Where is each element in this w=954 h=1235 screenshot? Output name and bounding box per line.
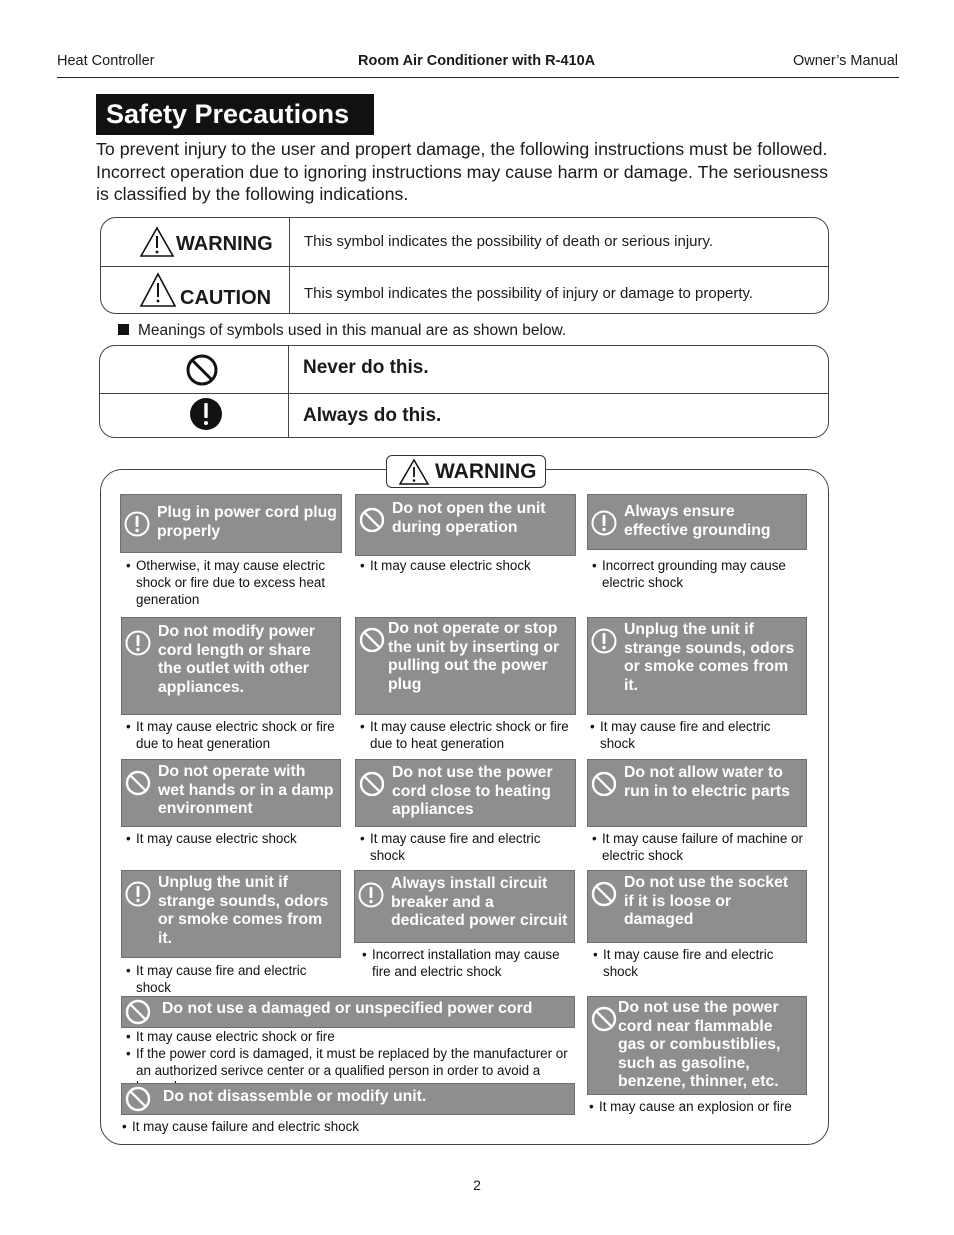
prohibited-icon bbox=[358, 506, 386, 534]
warning-card-notes bbox=[126, 831, 341, 848]
warning-note-item: • Incorrect installation may cause fire and electric shock bbox=[362, 947, 577, 981]
warning-card-notes bbox=[592, 558, 807, 592]
warning-note-item: • It may cause fire and electric shock bbox=[590, 719, 805, 753]
warning-card-notes bbox=[590, 719, 805, 753]
warning-card-title: Always install circuit breaker and a dedicated power circuit bbox=[391, 875, 568, 930]
symbol-row-never bbox=[100, 346, 828, 394]
warning-note-item: • It may cause electric shock bbox=[360, 558, 575, 575]
prohibited-icon bbox=[590, 770, 618, 798]
warning-card bbox=[587, 617, 807, 715]
mandatory-icon bbox=[124, 629, 152, 657]
warning-card-title: Do not allow water to run in to electric parts bbox=[624, 764, 790, 800]
prohibited-icon bbox=[124, 769, 152, 797]
caution-triangle-icon bbox=[139, 272, 177, 308]
warning-card bbox=[587, 996, 807, 1095]
prohibited-icon bbox=[185, 353, 219, 387]
prohibited-icon bbox=[358, 770, 386, 798]
warning-card-notes bbox=[593, 947, 808, 981]
warning-card bbox=[587, 494, 807, 550]
warning-card-title: Do not open the unit during operation bbox=[392, 500, 546, 536]
warning-card bbox=[587, 870, 807, 943]
warning-card-title: Unplug the unit if strange sounds, odors or smoke comes from it. bbox=[158, 874, 329, 947]
indication-row-caution bbox=[101, 267, 828, 313]
warning-card bbox=[355, 617, 576, 715]
warning-card-title: Do not use the socket if it is loose or damaged bbox=[624, 874, 789, 929]
mandatory-icon bbox=[357, 881, 385, 909]
warning-note-item: • It may cause electric shock bbox=[126, 831, 341, 848]
symbol-table bbox=[99, 345, 829, 438]
warning-card bbox=[354, 870, 575, 943]
warning-card bbox=[120, 494, 342, 553]
warning-card-title: Do not disassemble or modify unit. bbox=[163, 1088, 427, 1105]
warning-note-item: • It may cause fire and electric shock bbox=[593, 947, 808, 981]
warning-triangle-icon bbox=[398, 458, 430, 486]
warning-note-item: • Incorrect grounding may cause electric shock bbox=[592, 558, 807, 592]
warning-card-title: Do not use the power cord near flammable gas or combustiblies, such as gasoline, benzene, thinner, etc. bbox=[618, 999, 781, 1091]
mandatory-icon bbox=[124, 880, 152, 908]
warning-note-item: • It may cause fire and electric shock bbox=[126, 963, 341, 997]
warning-description: This symbol indicates the possibility of death or serious injury. bbox=[304, 233, 714, 250]
symbol-meaning-note: Meanings of symbols used in this manual are as shown below. bbox=[118, 322, 566, 340]
warning-note-item: • It may cause electric shock or fire due to heat generation bbox=[360, 719, 575, 753]
prohibited-icon bbox=[124, 1085, 152, 1113]
mandatory-icon bbox=[590, 509, 618, 537]
warning-card-title: Do not use the power cord close to heating appliances bbox=[392, 764, 553, 819]
warning-note-item: • It may cause failure and electric shock bbox=[122, 1119, 577, 1136]
warning-card-title: Do not modify power cord length or share the outlet with other appliances. bbox=[158, 623, 316, 696]
prohibited-icon bbox=[124, 998, 152, 1026]
warning-note-item: • It may cause electric shock or fire bbox=[126, 1029, 581, 1046]
mandatory-icon bbox=[590, 627, 618, 655]
warning-card-notes bbox=[360, 558, 575, 575]
warning-card-title: Do not operate or stop the unit by inserting or pulling out the power plug bbox=[388, 620, 560, 693]
square-bullet-icon bbox=[118, 324, 129, 335]
warning-card-notes bbox=[126, 558, 341, 608]
warning-card-notes bbox=[122, 1119, 577, 1136]
header-right: Owner’s Manual bbox=[792, 53, 898, 69]
warning-note-item: • It may cause fire and electric shock bbox=[360, 831, 575, 865]
warning-card bbox=[121, 1083, 575, 1115]
warning-note-item: • If the power cord is damaged, it must be replaced by the manufacturer or an authorized serivce center or a qualified person in order to avoid a bbox=[126, 1046, 581, 1096]
warning-card bbox=[355, 759, 576, 827]
never-do-text: Never do this. bbox=[303, 357, 429, 378]
caution-description: This symbol indicates the possibility of injury or damage to property. bbox=[304, 285, 754, 302]
header-rule bbox=[57, 77, 899, 78]
warning-card-title: Plug in power cord plug properly bbox=[157, 504, 337, 540]
warning-card-notes bbox=[126, 963, 341, 997]
indication-table bbox=[100, 217, 829, 314]
prohibited-icon bbox=[358, 626, 386, 654]
mandatory-icon bbox=[123, 510, 151, 538]
warning-card-title: Unplug the unit if strange sounds, odors or smoke comes from it. bbox=[624, 621, 795, 694]
warning-card-notes bbox=[362, 947, 577, 981]
header-left: Heat Controller bbox=[57, 53, 155, 69]
prohibited-icon bbox=[590, 880, 618, 908]
prohibited-icon bbox=[590, 1005, 618, 1033]
warning-card bbox=[121, 870, 341, 958]
warning-card bbox=[355, 494, 576, 556]
warning-card-title: Do not operate with wet hands or in a damp environment bbox=[158, 763, 334, 818]
mandatory-icon bbox=[189, 396, 225, 432]
warning-note-item: • Otherwise, it may cause electric shock or fire due to excess heat generation bbox=[126, 558, 341, 608]
warning-card bbox=[121, 759, 341, 827]
warning-card-title: Do not use a damaged or unspecified power cord bbox=[162, 1000, 533, 1017]
warning-note-item: • It may cause electric shock or fire due to heat generation bbox=[126, 719, 341, 753]
warning-triangle-icon bbox=[139, 226, 175, 258]
indication-row-warning bbox=[101, 218, 828, 267]
always-do-text: Always do this. bbox=[303, 405, 442, 426]
warning-label: WARNING bbox=[176, 233, 273, 255]
header-center: Room Air Conditioner with R-410A bbox=[358, 53, 596, 69]
page-number: 2 bbox=[473, 1177, 481, 1193]
symbol-row-always bbox=[100, 394, 828, 437]
warning-card-notes bbox=[360, 831, 575, 865]
warning-card-notes bbox=[592, 831, 807, 865]
warning-note-item: • It may cause an explosion or fire bbox=[589, 1099, 804, 1116]
caution-label: CAUTION bbox=[180, 287, 272, 309]
warning-card bbox=[121, 996, 575, 1028]
page-title: Safety Precautions bbox=[96, 94, 374, 135]
intro-paragraph: To prevent injury to the user and propert damage, the following instructions must be followed. Incorrect operation due to ignoring instructions may cause harm or damage. The seriousness is classified by the following indications. bbox=[96, 139, 829, 204]
warning-card bbox=[587, 759, 807, 827]
warning-panel-label: WARNING bbox=[386, 455, 546, 488]
warning-note-item: • It may cause failure of machine or electric shock bbox=[592, 831, 807, 865]
warning-card-title: Always ensure effective grounding bbox=[624, 503, 771, 539]
warning-card-notes bbox=[360, 719, 575, 753]
warning-card-notes bbox=[126, 719, 341, 753]
warning-card bbox=[121, 617, 341, 715]
warning-card-notes bbox=[589, 1099, 804, 1116]
